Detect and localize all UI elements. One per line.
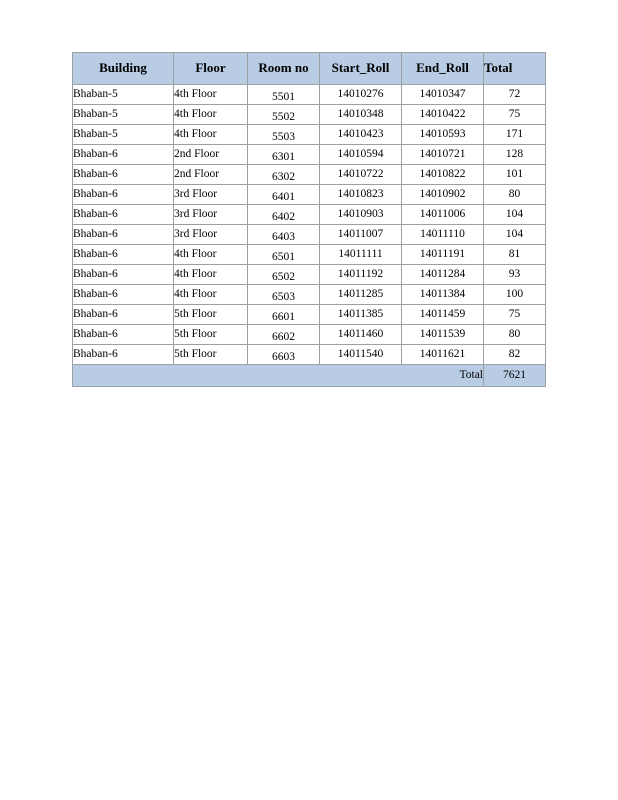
cell-building: Bhaban-5	[73, 85, 174, 105]
cell-room: 6301	[248, 145, 320, 165]
cell-floor: 3rd Floor	[174, 205, 248, 225]
cell-total: 93	[484, 265, 546, 285]
cell-floor: 4th Floor	[174, 85, 248, 105]
cell-end: 14011539	[402, 325, 484, 345]
cell-room: 6503	[248, 285, 320, 305]
cell-building: Bhaban-6	[73, 185, 174, 205]
cell-end: 14011384	[402, 285, 484, 305]
table-row	[73, 205, 546, 225]
table-total-row	[73, 365, 546, 387]
cell-end: 14010593	[402, 125, 484, 145]
cell-building: Bhaban-5	[73, 105, 174, 125]
column-header-total: Total	[484, 53, 546, 85]
table-header	[73, 53, 546, 85]
table-row	[73, 305, 546, 325]
cell-floor: 5th Floor	[174, 345, 248, 365]
cell-end: 14010721	[402, 145, 484, 165]
cell-building: Bhaban-6	[73, 265, 174, 285]
table-row	[73, 105, 546, 125]
cell-room: 6603	[248, 345, 320, 365]
cell-building: Bhaban-6	[73, 165, 174, 185]
cell-total: 100	[484, 285, 546, 305]
total-value: 7621	[484, 365, 546, 387]
cell-start: 14011111	[320, 245, 402, 265]
table-row	[73, 345, 546, 365]
table-row	[73, 225, 546, 245]
table-row	[73, 245, 546, 265]
column-header-floor: Floor	[174, 53, 248, 85]
table-footer	[73, 365, 546, 387]
total-label: Total	[73, 365, 484, 387]
cell-total: 72	[484, 85, 546, 105]
cell-total: 101	[484, 165, 546, 185]
cell-room: 6302	[248, 165, 320, 185]
cell-room: 6403	[248, 225, 320, 245]
table-row	[73, 85, 546, 105]
cell-end: 14010902	[402, 185, 484, 205]
table-row	[73, 165, 546, 185]
table-row	[73, 265, 546, 285]
cell-end: 14010347	[402, 85, 484, 105]
room-allocation-table	[72, 52, 546, 387]
cell-room: 5501	[248, 85, 320, 105]
cell-start: 14011007	[320, 225, 402, 245]
cell-total: 80	[484, 325, 546, 345]
table-header-row	[73, 53, 546, 85]
table-row	[73, 145, 546, 165]
cell-start: 14011385	[320, 305, 402, 325]
cell-start: 14010903	[320, 205, 402, 225]
cell-building: Bhaban-6	[73, 205, 174, 225]
cell-end: 14010822	[402, 165, 484, 185]
cell-room: 5502	[248, 105, 320, 125]
column-header-room-no: Room no	[248, 53, 320, 85]
cell-total: 128	[484, 145, 546, 165]
cell-end: 14011110	[402, 225, 484, 245]
cell-building: Bhaban-6	[73, 145, 174, 165]
cell-floor: 3rd Floor	[174, 185, 248, 205]
table-body	[73, 85, 546, 365]
table-row	[73, 325, 546, 345]
cell-floor: 4th Floor	[174, 125, 248, 145]
cell-start: 14010423	[320, 125, 402, 145]
room-allocation-table-container	[72, 52, 545, 387]
cell-floor: 3rd Floor	[174, 225, 248, 245]
cell-floor: 4th Floor	[174, 285, 248, 305]
cell-building: Bhaban-6	[73, 245, 174, 265]
cell-floor: 4th Floor	[174, 105, 248, 125]
cell-end: 14011191	[402, 245, 484, 265]
cell-building: Bhaban-6	[73, 225, 174, 245]
cell-total: 80	[484, 185, 546, 205]
cell-building: Bhaban-6	[73, 345, 174, 365]
cell-total: 104	[484, 225, 546, 245]
cell-total: 104	[484, 205, 546, 225]
cell-building: Bhaban-6	[73, 325, 174, 345]
cell-total: 171	[484, 125, 546, 145]
column-header-start-roll: Start_Roll	[320, 53, 402, 85]
cell-floor: 4th Floor	[174, 265, 248, 285]
cell-floor: 5th Floor	[174, 325, 248, 345]
cell-start: 14011540	[320, 345, 402, 365]
cell-start: 14010722	[320, 165, 402, 185]
cell-end: 14011621	[402, 345, 484, 365]
cell-building: Bhaban-5	[73, 125, 174, 145]
cell-start: 14010276	[320, 85, 402, 105]
cell-room: 6601	[248, 305, 320, 325]
cell-start: 14010823	[320, 185, 402, 205]
cell-room: 6401	[248, 185, 320, 205]
cell-total: 82	[484, 345, 546, 365]
cell-start: 14011192	[320, 265, 402, 285]
cell-end: 14011284	[402, 265, 484, 285]
cell-room: 6602	[248, 325, 320, 345]
cell-total: 81	[484, 245, 546, 265]
cell-floor: 5th Floor	[174, 305, 248, 325]
table-row	[73, 285, 546, 305]
cell-floor: 2nd Floor	[174, 145, 248, 165]
column-header-building: Building	[73, 53, 174, 85]
cell-floor: 2nd Floor	[174, 165, 248, 185]
cell-building: Bhaban-6	[73, 305, 174, 325]
cell-total: 75	[484, 105, 546, 125]
cell-end: 14010422	[402, 105, 484, 125]
cell-start: 14010594	[320, 145, 402, 165]
cell-end: 14011006	[402, 205, 484, 225]
cell-start: 14010348	[320, 105, 402, 125]
cell-start: 14011285	[320, 285, 402, 305]
cell-start: 14011460	[320, 325, 402, 345]
cell-room: 6402	[248, 205, 320, 225]
table-row	[73, 185, 546, 205]
cell-room: 6501	[248, 245, 320, 265]
cell-total: 75	[484, 305, 546, 325]
cell-building: Bhaban-6	[73, 285, 174, 305]
cell-end: 14011459	[402, 305, 484, 325]
cell-room: 6502	[248, 265, 320, 285]
column-header-end-roll: End_Roll	[402, 53, 484, 85]
table-row	[73, 125, 546, 145]
cell-room: 5503	[248, 125, 320, 145]
cell-floor: 4th Floor	[174, 245, 248, 265]
